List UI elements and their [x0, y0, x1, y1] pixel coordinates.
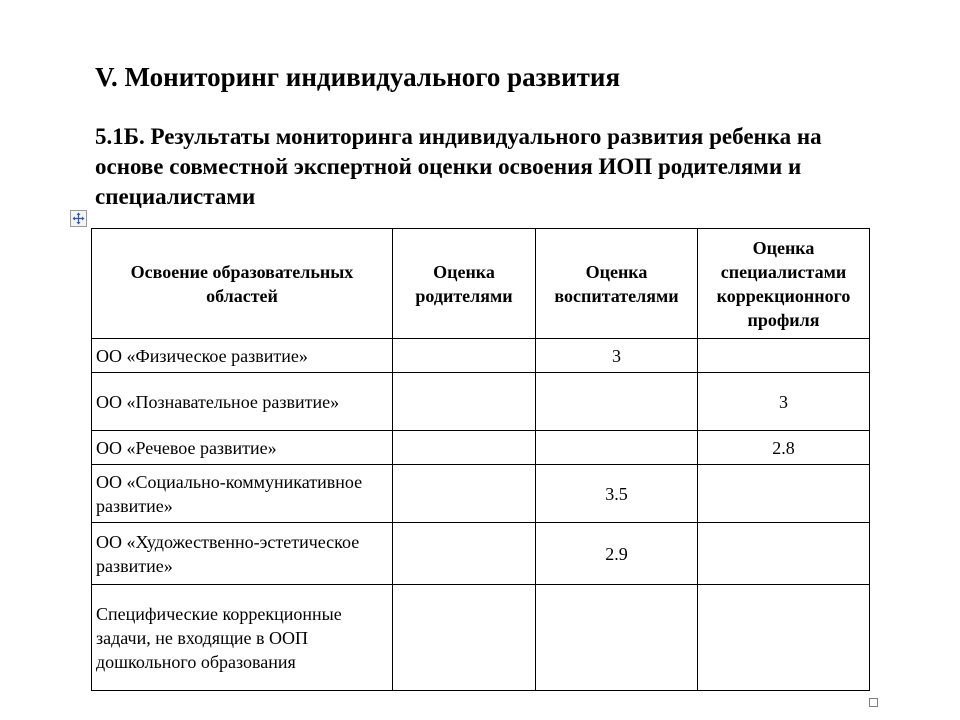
row-label: Специфические коррекционные задачи, не входящие в ООП дошкольного образования [92, 585, 393, 691]
row-label: ОО «Художественно-эстетическое развитие» [92, 523, 393, 585]
specialists-score [698, 523, 870, 585]
section-title: V. Мониторинг индивидуального развития [95, 62, 621, 92]
table-move-handle[interactable] [70, 210, 87, 227]
parents-score [393, 339, 536, 373]
row-label: ОО «Познавательное развитие» [92, 373, 393, 431]
specialists-score [698, 465, 870, 523]
educators-score [536, 431, 698, 465]
educators-score [536, 585, 698, 691]
header-areas: Освоение образовательных областей [92, 229, 393, 339]
row-label: ОО «Речевое развитие» [92, 431, 393, 465]
educators-score [536, 373, 698, 431]
parents-score [393, 373, 536, 431]
table-caption: 5.1Б. Результаты мониторинга индивидуального развития ребенка на основе совместной экспертной оценки освоения ИОП родителями и специалистами [95, 124, 822, 209]
table-row [92, 431, 870, 465]
header-parents: Оценка родителями [393, 229, 536, 339]
header-specialists: Оценка специалистами коррекционного профиля [698, 229, 870, 339]
specialists-score [698, 339, 870, 373]
table-row [92, 585, 870, 691]
move-arrows-icon [72, 212, 85, 225]
monitoring-table [91, 228, 870, 691]
table-row [92, 373, 870, 431]
table-header-row [92, 229, 870, 339]
parents-score [393, 585, 536, 691]
parents-score [393, 465, 536, 523]
educators-score: 2.9 [536, 523, 698, 585]
table-row [92, 339, 870, 373]
specialists-score [698, 585, 870, 691]
educators-score: 3 [536, 339, 698, 373]
table-resize-handle[interactable] [869, 698, 878, 707]
row-label: ОО «Социально-коммуникативное развитие» [92, 465, 393, 523]
table-row [92, 465, 870, 523]
specialists-score: 2.8 [698, 431, 870, 465]
row-label: ОО «Физическое развитие» [92, 339, 393, 373]
specialists-score: 3 [698, 373, 870, 431]
educators-score: 3.5 [536, 465, 698, 523]
parents-score [393, 431, 536, 465]
table-row [92, 523, 870, 585]
header-educators: Оценка воспитателями [536, 229, 698, 339]
parents-score [393, 523, 536, 585]
